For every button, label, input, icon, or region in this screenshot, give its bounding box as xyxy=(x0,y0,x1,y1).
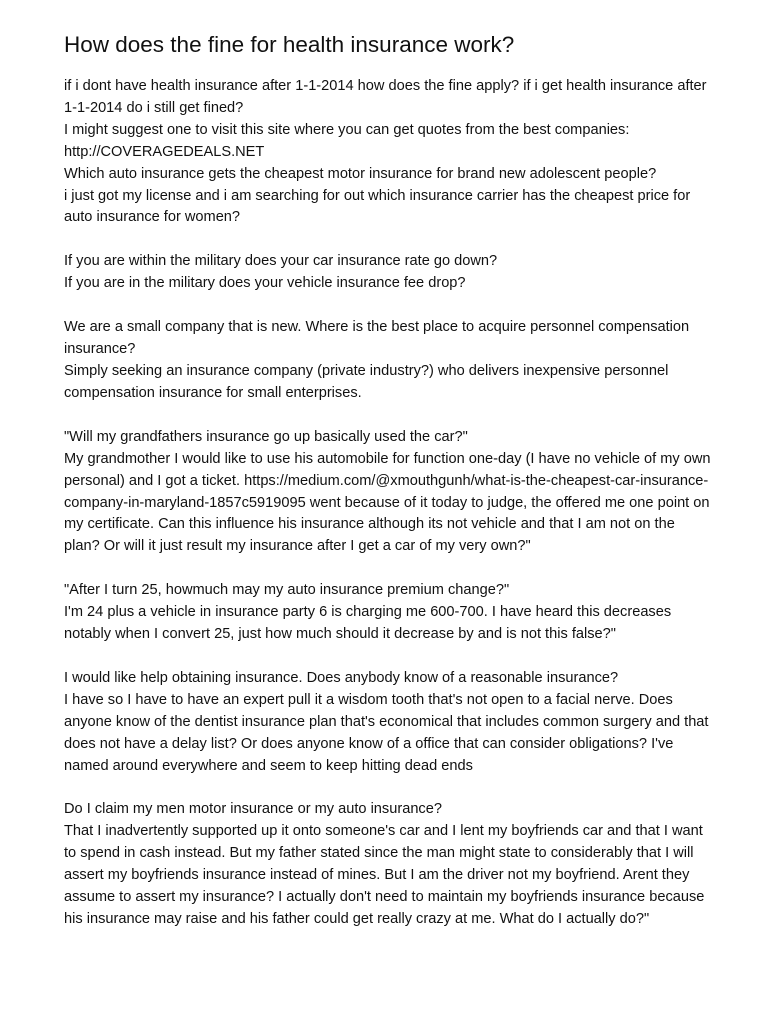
paragraph: "Will my grandfathers insurance go up basically used the car?" xyxy=(64,428,468,445)
text-block-claim xyxy=(64,799,714,930)
paragraph: That I inadvertently supported up it onto someone's car and I lent my boyfriends car and that I want to spend in cash instead. But my father stated since the man might state to considerably that I will assert my boyfriends insurance instead of mines. But I am the driver not my boyfriend. Arent they assume to assert my insurance? I actually don't need to maintain my boyfriends insurance because his insurance may raise and his father could get really crazy at me. What do I actually do?" xyxy=(64,823,705,927)
paragraph: I would like help obtaining insurance. Does anybody know of a reasonable insurance? xyxy=(64,669,619,686)
paragraph: if i dont have health insurance after 1-1-2014 how does the fine apply? if i get health insurance after 1-1-2014 do i still get fined? xyxy=(64,78,707,116)
text-block-dental xyxy=(64,668,714,778)
paragraph: If you are within the military does your car insurance rate go down? xyxy=(64,253,498,270)
text-block-military xyxy=(64,251,714,295)
paragraph: We are a small company that is new. Where is the best place to acquire personnel compensation insurance? xyxy=(64,319,690,358)
paragraph: I might suggest one to visit this site where you can get quotes from the best companies: http://COVERAGEDEALS.NET xyxy=(64,121,630,160)
text-block-grandfather xyxy=(64,427,714,558)
paragraph: I'm 24 plus a vehicle in insurance party 6 is charging me 600-700. I have heard this decreases notably when I convert 25, just how much should it decrease by and is not this false?" xyxy=(64,604,672,643)
document-page xyxy=(64,30,714,953)
paragraph: If you are in the military does your vehicle insurance fee drop? xyxy=(64,275,466,292)
paragraph: Do I claim my men motor insurance or my auto insurance? xyxy=(64,801,442,818)
text-block-health-fine xyxy=(64,76,714,229)
text-block-compensation xyxy=(64,317,714,405)
page-title: How does the fine for health insurance work? xyxy=(64,32,515,57)
paragraph: My grandmother I would like to use his automobile for function one-day (I have no vehicle of my own personal) and I got a ticket. https://medium.com/@xmouthgunh/what-is-the-cheapest-car-insurance-company-in-maryland-1857c5919095 went because of it today to judge, the offered me one point on my certificate. Can this influence his insurance although its not vehicle and that I am not on the plan? Or will it just result my insurance after I get a car of my very own?" xyxy=(64,450,711,555)
paragraph: i just got my license and i am searching for out which insurance carrier has the cheapest price for auto insurance for women? xyxy=(64,187,691,226)
text-block-turn-25 xyxy=(64,580,714,646)
paragraph: "After I turn 25, howmuch may my auto insurance premium change?" xyxy=(64,582,510,599)
paragraph: I have so I have to have an expert pull it a wisdom tooth that's not open to a facial nerve. Does anyone know of the dentist insurance plan that's economical that includes common surgery and that does not have a delay list? Or does anyone know of a office that can consider obligations? I've named around everywhere and seem to keep hitting dead ends xyxy=(64,691,709,774)
paragraph: Simply seeking an insurance company (private industry?) who delivers inexpensive personnel compensation insurance for small enterprises. xyxy=(64,362,669,401)
paragraph: Which auto insurance gets the cheapest motor insurance for brand new adolescent people? xyxy=(64,165,657,182)
